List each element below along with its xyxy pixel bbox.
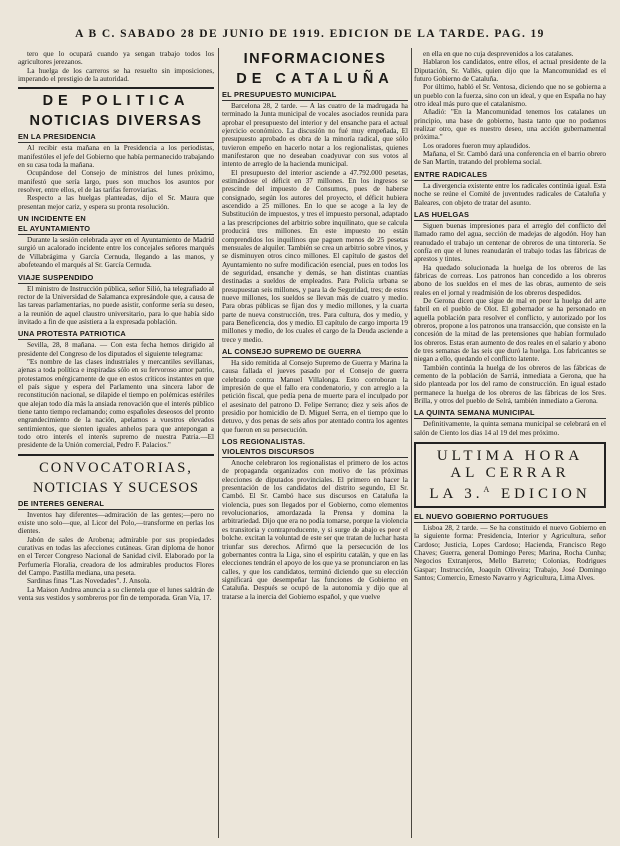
paragraph: Al recibir esta mañana en la Presidencia a los periodistas, manifestóles el jefe del Gobierno que había permanecido trabajando en su casa toda la mañana.: [18, 144, 214, 170]
box-headline: ULTIMA HORA: [436, 448, 584, 465]
box-headline: AL CERRAR: [450, 465, 570, 482]
section-heading: AL CONSEJO SUPREMO DE GUERRA: [222, 347, 408, 358]
paragraph: "Es nombre de las clases industriales y mercantiles sevillanas, ajenas a toda política e inspiradas sólo en su fervoroso amor patrio, protestamos enérgicamente de que en estos críticos instantes en que el país sigue y espera del Parlamento una sincera labor de reconstitución nacional, se dilapide el tiempo en polémicas estériles que alejan todo día más la ansiada renovación que el interés público tiene tanto tiempo reclamando; como españoles deseosos del pronto engrandecimiento de la nación, apelamos a vuestros elevados sentimientos, que sienten iguales anhelos para que antepongan a todo otro interés el interés supremo de nuestra Patria.—El presidente de la Unión comercial, Pedro F. Palacios.": [18, 357, 214, 450]
paragraph: De Gerona dicen que sigue de mal en peor la huelga del arte fabril en el pueblo de Olot. El gobernador se ha personado en aquella población para resolver el conflicto, y autorizado por los obreros, propone a los patronos una transacción, que consiste en la concesión de la mitad de las pretensiones que habían formulado los obreros. Estas eran aumento de dos reales en el salario y abono de tres semanas de las seis que duró la huelga. Los fabricantes se niegan a ello, quedando el conflicto latente.: [414, 296, 606, 364]
box-headline-part: LA 3.: [429, 486, 484, 503]
paragraph: Ha quedado solucionada la huelga de los obreros de las fábricas de correas. Los patronos han concedido a los obreros abono de los sueldos en el mes de las obras, aumento de seis reales en el jornal y readmisión de los obreros despedidos.: [414, 263, 606, 297]
paragraph: Añadió: "En la Mancomunidad tenemos los catalanes un principio, una base de gobierno, hasta tanto que no podamos realizar otro, que es nuestro deseo, una acción gubernamental próxima.": [414, 108, 606, 142]
paragraph: Mañana, el Sr. Cambó dará una conferencia en el barrio obrero de San Martín, tratando del problema social.: [414, 150, 606, 167]
divider: [18, 87, 214, 89]
headline: NOTICIAS Y SUCESOS: [33, 479, 199, 496]
section-heading: ENTRE RADICALES: [414, 170, 606, 181]
section-heading: LOS REGIONALISTAS.: [222, 437, 306, 447]
paragraph: Por último, habló el Sr. Ventosa, diciendo que no se gobierna a un pueblo con la fuerza, sino con un ideal, y que en España no hay otro ideal más puro que el catalanismo.: [414, 83, 606, 109]
paragraph: Barcelona 28, 2 tarde. — A las cuatro de la madrugada ha terminado la Junta municipal de vocales asociados reunida para aprobar el presupuesto del interior y del ensanche para el actual ejercicio económico. La discusión no fué muy empeñada, El presupuesto aprobado es obra de la minoría radical, que sólo tuvieron empeño en hacerlo notar a los regionalistas, quienes manifestaron que no deseaban coadyuvar con sus votos al intento de arreglo de la hacienda municipal.: [222, 102, 408, 169]
paragraph: También continúa la huelga de los obreros de las fábricas de cemento de la población de Sarriá, inmediata a Gerona, que ha sido planteada por los del ramo de construcción. En igual estado permanece la huelga de los obreros de las fábricas de los Sres. Brilla, y otros del pueblo de Selrá, también inmediato a Gerona.: [414, 363, 606, 406]
divider: [18, 454, 214, 456]
box-headline: [418, 482, 602, 502]
paragraph: Ocupándose del Consejo de ministros del lunes próximo, manifestó que sería largo, pues son muchos los asuntos por resolver, entre ellos, el de las tarifas ferroviarias.: [18, 169, 214, 195]
headline: INFORMACIONES: [243, 51, 387, 67]
section-heading: VIOLENTOS DISCURSOS: [222, 447, 408, 458]
paragraph: Sardinas finas "Las Novedades". J. Ansola.: [27, 577, 152, 586]
section-heading: VIAJE SUSPENDIDO: [18, 273, 214, 284]
section-heading: UNA PROTESTA PATRIOTICA: [18, 329, 214, 340]
headline: NOTICIAS DIVERSAS: [29, 113, 203, 130]
headline: CONVOCATORIAS,: [39, 459, 193, 476]
section-heading: EL NUEVO GOBIERNO PORTUGUES: [414, 512, 606, 523]
box-headline-sup: A: [483, 485, 494, 495]
paragraph: Jabón de sales de Arobena; admirable por sus propiedades curativas en todas las afecciones cutáneas. Gran diploma de honor en el Tercer Congreso Nacional de Sanidad civil. Elaborado por la Perfumería Floralia, creadora de los admirables productos Flores del Campo. Pastilla mediana, una peseta.: [18, 535, 214, 578]
column-middle: [222, 50, 408, 840]
section-heading: UN INCIDENTE EN: [18, 214, 86, 224]
paragraph: Respecto a las huelgas planteadas, dijo el Sr. Maura que presentan mejor cariz, y espera su pronta resolución.: [18, 194, 214, 211]
paragraph: Los oradores fueron muy aplaudidos.: [423, 141, 531, 150]
column-right: [414, 50, 606, 840]
paragraph: La divergencia existente entre los radicales continúa igual. Esta noche se reúne el Comité de juventudes radicales de Cataluña y Baleares, con objeto de tratar del asunto.: [414, 181, 606, 207]
paragraph: El presupuesto del interior asciende a 47.792.000 pesetas, estimándose el déficit en 37 millones. En los ingresos se prescinde del impuesto de Consumos, pues de haberse consignado, según los autores del proyecto, el déficit hubiera ascendido a 25 millones. En lo que se acoge a la ley de Substitución de impuestos, y tres el impuesto personal, adaptado a las prescripciones del arbitrio sobre inquilinato, que se calcula producirá tres millones. En este impuesto no están comprendidos los inquilinos que paguen menos de 25 pesetas mensuales de alquiler. También se crea un arbitrio sobre vinos, y se disminuyen otros cinco millones. El capítulo de gastos del Ayuntamiento no sufre modificación esencial, pues en todos los de seguridad, ensanche y demás, se han distintas cuantías destinadas a sueldos de empleados. Para Policía urbana se presupuestan seis millones, y para la de Seguridad, tres; de estos nueve millones, los sueldos se llevan más de cuatro y medio. Para obras públicas se fijan dos y medio millones, y la cuarta parte de nueva construcción, tres. Para cultura, dos y medio, y para Beneficencia, dos y medio. El capítulo de cargo importa 19 millones y medio, de los cuales el cargo de la Deuda asciende a trece y medio.: [222, 168, 408, 344]
paragraph: La huelga de los carreros se ha resuelto sin imposiciones, imperando el prestigio de la autoridad.: [18, 66, 214, 84]
section-heading: EL PRESUPUESTO MUNICIPAL: [222, 90, 408, 101]
paragraph: Durante la sesión celebrada ayer en el Ayuntamiento de Madrid surgió un acalorado incidente entre los concejales señores marqués de Villabrágima y García Cernuda, llegando a las manos, y abofeteando el marqués al Sr. García Cernuda.: [18, 236, 214, 270]
section-heading: DE INTERES GENERAL: [18, 499, 214, 510]
box-headline-part: EDICION: [493, 486, 591, 503]
page-header: A B C. SABADO 28 DE JUNIO DE 1919. EDICION DE LA TARDE. PAG. 19: [75, 28, 545, 40]
section-heading: LA QUINTA SEMANA MUNICIPAL: [414, 408, 606, 419]
paragraph: tero que lo ocupará cuando ya sengan trabajo todos los agricultores jerezanos.: [18, 50, 214, 67]
paragraph: Sevilla, 28, 8 mañana. — Con esta fecha hemos dirigido al presidente del Congreso de los diputados el siguiente telegrama:: [18, 341, 214, 358]
paragraph: Siguen buenas impresiones para el arreglo del conflicto del llamado ramo del agua, sección de madejas de algodón. Hoy han reanudado el trabajo un centenar de obreros de una tintorería. Se confía en que el lunes reanudarán el trabajo todas las fábricas de aprestos y tintes.: [414, 221, 606, 264]
section-heading: EL AYUNTAMIENTO: [18, 224, 214, 235]
column-divider: [411, 48, 412, 838]
late-news-box: [414, 442, 606, 508]
section-heading: EN LA PRESIDENCIA: [18, 132, 214, 143]
paragraph: Anoche celebraron los regionalistas el primero de los actos de propaganda organizados con motivo de las próximas elecciones de diputados provinciales. El primero en hacer la presentación de los candidatos del distrito segundo, El Sr. Cambó. El Sr. Cambó hace sus discursos en Cataluña la violencia, pues son llegados por el Gobierno, como elementos revolucionarios, amordazada la Prensa y domina la arbitrariedad. Dijo que era no podía tomarse, porque la violencia es transitoria y contraproducente, y si surge de abajo es peor el bolche. excitan la voluntad de este ser que tratan de luchar hasta triunfar sus derechos. Afirmó que la persecución de los gobernantes contra la Liga, sino el espíritu catalán, y que en las elecciones tendrán el apoyo de los que ya se pronunciaron en las calles, y que los candidatos, terminó diciendo que su elección significará que desempeñar las funciones de Gobierno en Cataluña. Después se ocupó de la autonomía y dijo que al tratarse a la inercia del Gobierno español, y que vuelve: [222, 459, 408, 601]
paragraph: El ministro de Instrucción pública, señor Silió, ha telegrafiado al rector de la Universidad de Salamanca expresándole que, a causa de las tareas parlamentarias, no puede asistir, conforme sería su deseo, a la reunión de aquel claustro universitario, para lo que había sido invitado a fin de que asistiera a la expresada población.: [18, 284, 214, 326]
column-left: [18, 50, 214, 840]
paragraph: Lisboa 28, 2 tarde. — Se ha constituido el nuevo Gobierno en la siguiente forma: Presidencia, Interior y Agricultura, señor Cardoso; Justicia, Lopes Cardoso; Hacienda, Francisco Rego Chaves; Guerra, general Domingo Peres; Marina, Rocha Cunha; Negocios Extranjeros, Mello Barreto; Colonias, Rodrigues Gaspar; Instrucción, Joaquín Oliveira; Trabajo, José Domingo Santos; Comercio, Ernesto Navarro y Agricultura, Lima Alves.: [414, 524, 606, 583]
column-divider: [218, 48, 219, 838]
paragraph: Ha sido remitida al Consejo Supremo de Guerra y Marina la causa fallada el jueves pasado por el Consejo de guerra celebrado contra Manuel Villalonga. Esto corroboran la impresión de que el fallo era condenatorio, y con arreglo a la petición fiscal, que pedía pena de muerte para el inculpado por el asesinato del patrono D. Felipe Serrano; diez y seis años de presidio por homicidio de D. Miguel Serra, en el tiempo que lo detuvo, y dos penas de seis años por atentado contra los agentes que fueron en su persecución.: [222, 358, 408, 434]
section-heading: LAS HUELGAS: [414, 210, 606, 221]
headline: DE CATALUÑA: [236, 71, 394, 87]
headline: DE POLITICA: [42, 93, 190, 110]
paragraph: Hablaron los candidatos, entre ellos, el actual presidente de la Diputación, Sr. Vallés, quien dijo que la Mancomunidad es el futuro Gobierno de Cataluña.: [414, 58, 606, 84]
paragraph: La Maison Andrea anuncia a su clientela que el lunes saldrán de venta sus vestidos y sombreros por fin de temporada. Gran Vía, 17.: [18, 585, 214, 603]
paragraph: Inventos hay diferentes—admiración de las gentes;—pero no existe uno solo—que, al Licor del Polo,—transforme en perlas los dientes.: [18, 510, 214, 536]
paragraph: Definitivamente, la quinta semana municipal se celebrará en el salón de Ciento los días 14 al 19 del mes próximo.: [414, 420, 606, 437]
paragraph: en ella en que no cuja desprevenidos a los catalanes.: [423, 50, 574, 58]
